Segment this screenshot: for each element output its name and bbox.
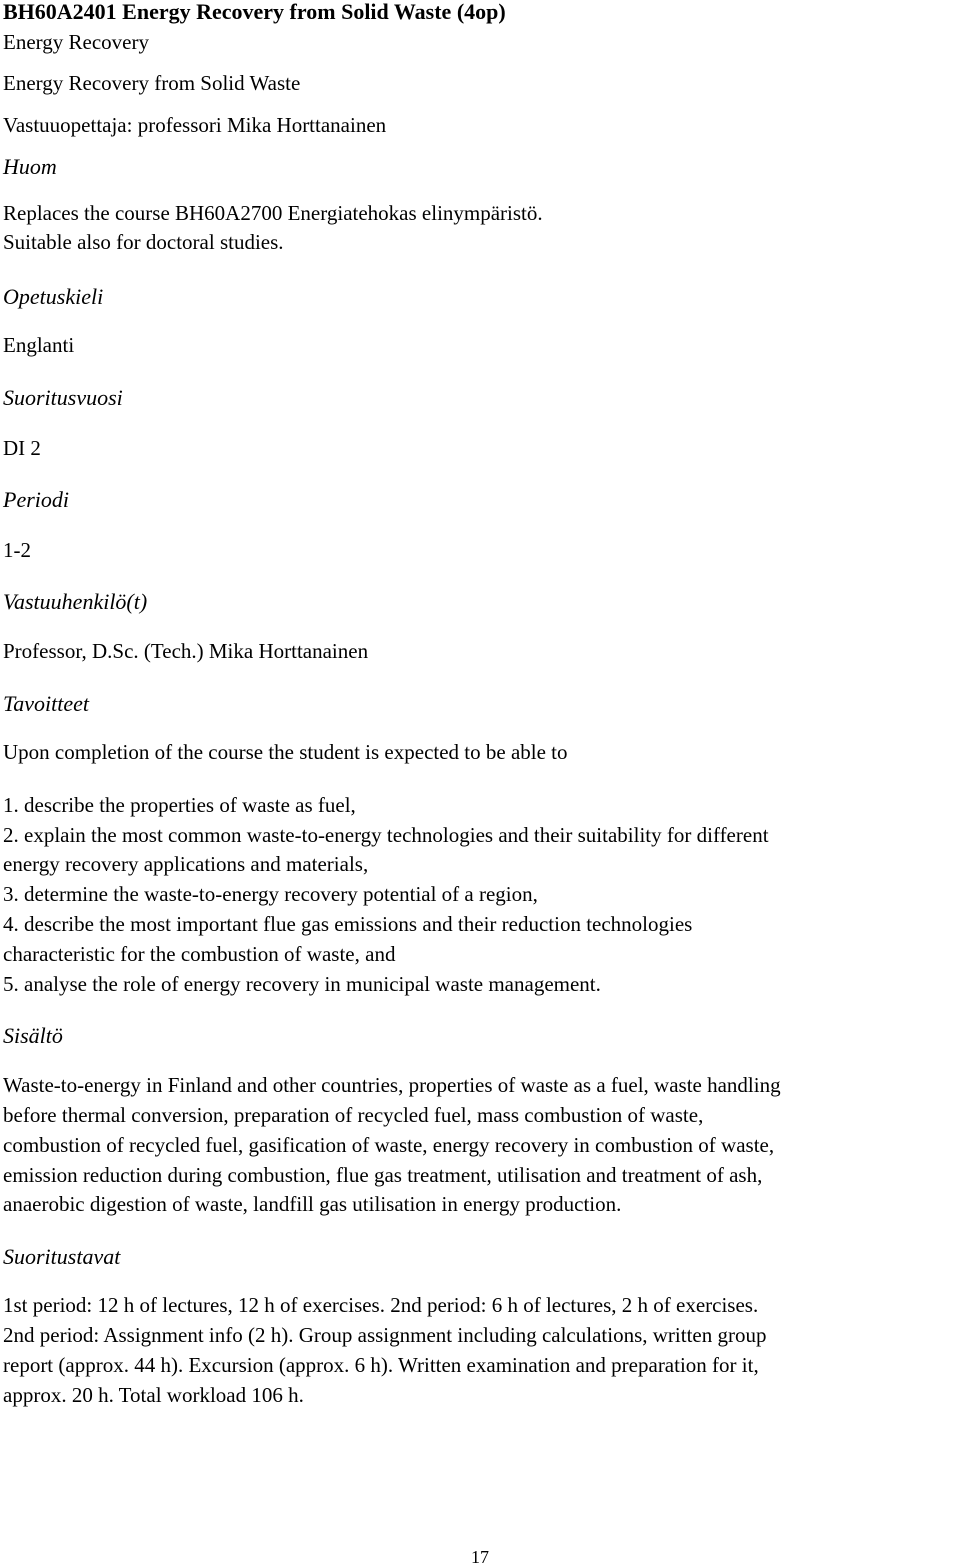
section-heading-period: Periodi [3,487,69,512]
section-heading-objectives: Tavoitteet [3,691,89,716]
objective-line: 3. determine the waste-to-energy recovery potential of a region, [3,882,538,906]
methods-line: 2nd period: Assignment info (2 h). Group assignment including calculations, written group [3,1323,767,1347]
language-value: Englanti [3,333,75,357]
course-title: BH60A2401 Energy Recovery from Solid Waste (4op) [3,0,506,24]
contact-value: Professor, D.Sc. (Tech.) Mika Horttanainen [3,639,369,663]
section-heading-language: Opetuskieli [3,284,104,309]
methods-line: report (approx. 44 h). Excursion (approx. 6 h). Written examination and preparation for it, [3,1353,759,1377]
content-line: before thermal conversion, preparation of recycled fuel, mass combustion of waste, [3,1103,704,1127]
section-heading-content: Sisältö [3,1023,63,1048]
course-subtitle-full: Energy Recovery from Solid Waste [3,71,301,95]
responsible-teacher: Vastuuopettaja: professori Mika Horttanainen [3,113,387,137]
objective-line: 4. describe the most important flue gas emissions and their reduction technologies [3,912,693,936]
section-heading-contact: Vastuuhenkilö(t) [3,589,148,614]
methods-line: approx. 20 h. Total workload 106 h. [3,1383,304,1407]
course-subtitle: Energy Recovery [3,30,149,54]
objectives-intro: Upon completion of the course the student is expected to be able to [3,740,568,764]
content-line: anaerobic digestion of waste, landfill gas utilisation in energy production. [3,1192,622,1216]
section-heading-methods: Suoritustavat [3,1244,121,1269]
content-line: emission reduction during combustion, flue gas treatment, utilisation and treatment of ash, [3,1163,763,1187]
period-value: 1-2 [3,538,31,562]
methods-line: 1st period: 12 h of lectures, 12 h of exercises. 2nd period: 6 h of lectures, 2 h of exercises. [3,1293,759,1317]
objective-line: 5. analyse the role of energy recovery in municipal waste management. [3,972,601,996]
section-heading-huom: Huom [3,154,57,179]
year-value: DI 2 [3,436,41,460]
page-number: 17 [471,1547,489,1567]
huom-line: Replaces the course BH60A2700 Energiatehokas elinympäristö. [3,201,543,225]
content-line: combustion of recycled fuel, gasification of waste, energy recovery in combustion of waste, [3,1133,775,1157]
huom-line: Suitable also for doctoral studies. [3,230,284,254]
content-line: Waste-to-energy in Finland and other countries, properties of waste as a fuel, waste handling [3,1073,781,1097]
objective-line: energy recovery applications and materials, [3,852,369,876]
objective-line: characteristic for the combustion of waste, and [3,942,396,966]
objective-line: 1. describe the properties of waste as fuel, [3,793,356,817]
section-heading-year: Suoritusvuosi [3,385,123,410]
objective-line: 2. explain the most common waste-to-energy technologies and their suitability for different [3,823,769,847]
